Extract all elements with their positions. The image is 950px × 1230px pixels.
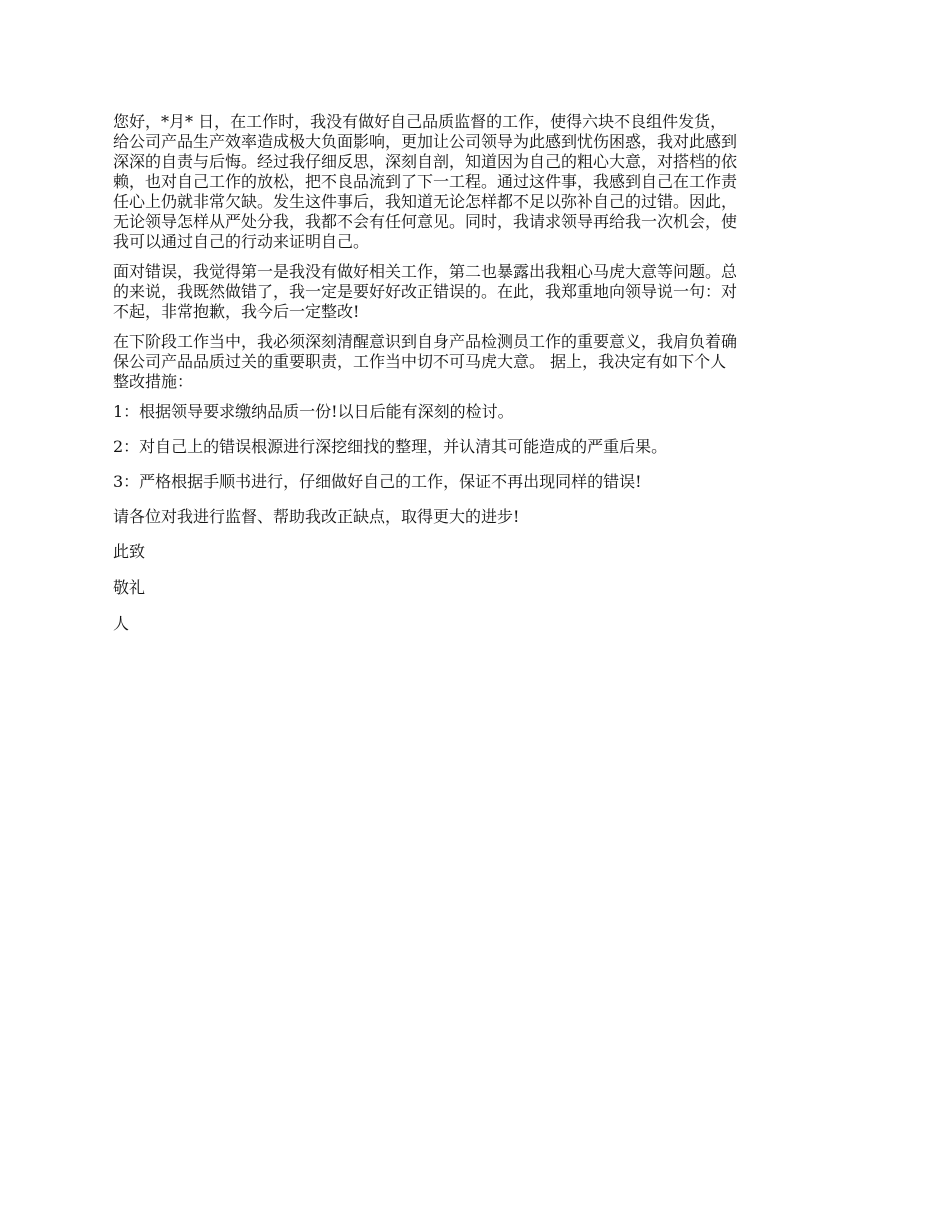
text-line: 面对错误，我觉得第一是我没有做好相关工作，第二也暴露出我粗心马虎大意等问题。总 — [113, 262, 738, 281]
text-line: 不起，非常抱歉，我今后一定整改! — [113, 302, 360, 321]
text-line: 的来说，我既然做错了，我一定是要好好改正错误的。在此，我郑重地向领导说一句：对 — [113, 282, 738, 301]
paragraph-plan — [113, 332, 838, 392]
measure-item-3: 3：严格根据手顺书进行，仔细做好自己的工作，保证不再出现同样的错误! — [113, 472, 642, 491]
request-paragraph: 请各位对我进行监督、帮助我改正缺点，取得更大的进步! — [113, 507, 520, 526]
text-line: 您好，*月* 日，在工作时，我没有做好自己品质监督的工作，使得六块不良组件发货， — [113, 112, 727, 131]
text-line: 整改措施： — [113, 372, 194, 391]
text-line: 无论领导怎样从严处分我，我都不会有任何意见。同时，我请求领导再给我一次机会，使 — [113, 212, 738, 231]
text-line: 赖，也对自己工作的放松，把不良品流到了下一工程。通过这件事，我感到自己在工作责 — [113, 172, 738, 191]
text-line: 深深的自责与后悔。经过我仔细反思，深刻自剖，知道因为自己的粗心大意，对搭档的依 — [113, 152, 738, 171]
text-line: 在下阶段工作当中，我必须深刻清醒意识到自身产品检测员工作的重要意义，我肩负着确 — [113, 332, 738, 351]
paragraph-apology — [113, 112, 838, 252]
text-line: 任心上仍就非常欠缺。发生这件事后，我知道无论怎样都不足以弥补自己的过错。因此， — [113, 192, 738, 211]
closing-line-1: 此致 — [113, 542, 146, 561]
signature: 人 — [113, 614, 130, 633]
letter-document — [113, 112, 838, 650]
paragraph-reflection — [113, 262, 838, 322]
measure-item-2: 2：对自己上的错误根源进行深挖细找的整理，并认清其可能造成的严重后果。 — [113, 437, 668, 456]
text-line: 给公司产品生产效率造成极大负面影响，更加让公司领导为此感到忧伤困惑，我对此感到 — [113, 132, 738, 151]
text-line: 保公司产品品质过关的重要职责，工作当中切不可马虎大意。 据上，我决定有如下个人 — [113, 352, 727, 371]
text-line: 我可以通过自己的行动来证明自己。 — [113, 232, 370, 251]
measure-item-1: 1：根据领导要求缴纳品质一份!以日后能有深刻的检讨。 — [113, 402, 514, 421]
closing-line-2: 敬礼 — [113, 578, 146, 597]
